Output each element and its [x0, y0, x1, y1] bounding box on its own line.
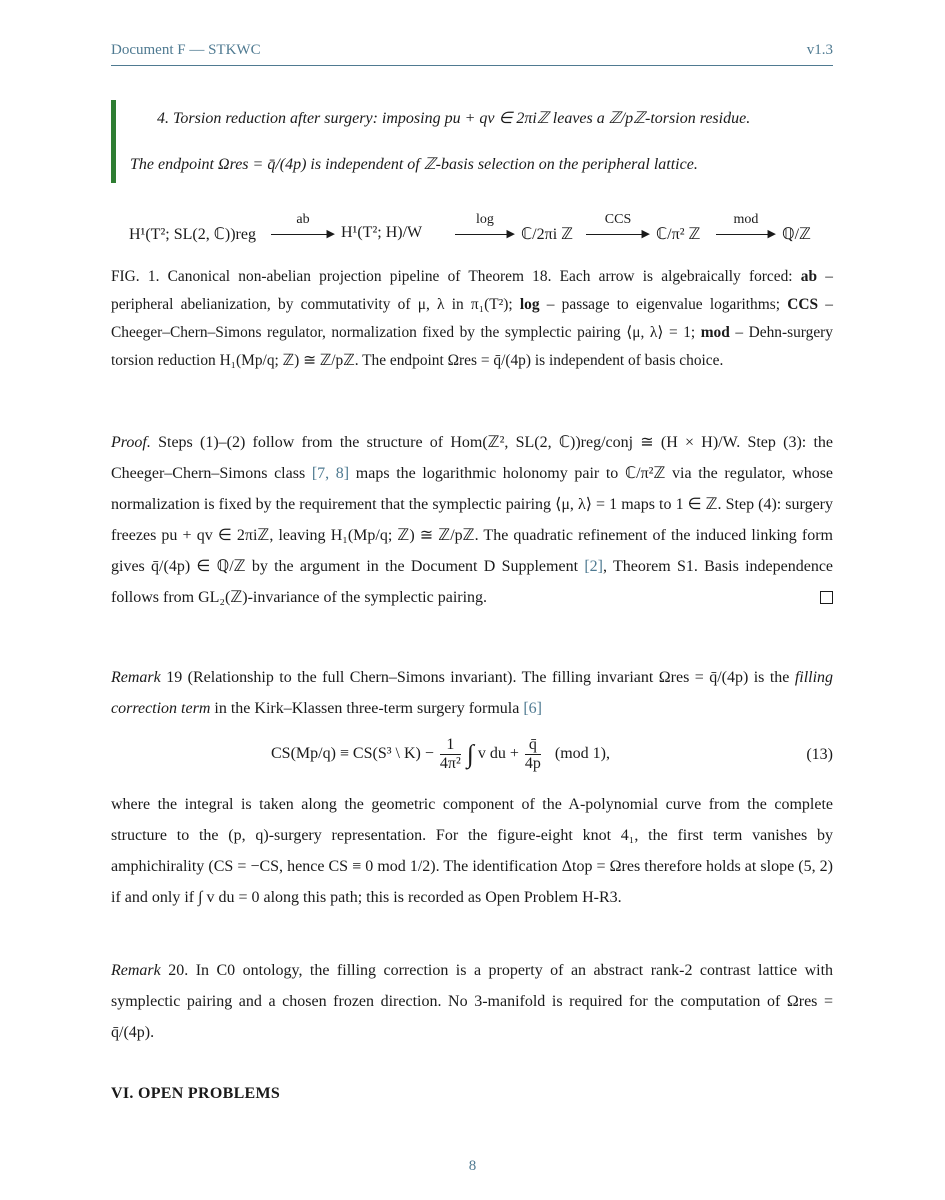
arrow-head-icon: ▶	[767, 228, 776, 240]
proof-text-2: maps the logarithmic holonomy pair to ℂ/π²ℤ via the regulator, whose normalization is fixed by the requirement that the symplectic pairing ⟨μ, λ⟩ = 1 maps to 1 ∈ ℤ. Step (4): surgery freezes pu + qv ∈ 2πiℤ, leaving H₁(Mp/q; ℤ) ≅ ℤ/pℤ. The quadratic refinement of the induced linking form gives q̄/(4p) ∈ ℚ/ℤ by the argument in the Document D Supplement	[111, 465, 834, 575]
pipeline-arrow-ab	[271, 212, 335, 252]
proof-paragraph	[111, 427, 833, 613]
fraction-2-numerator: q̄	[525, 736, 541, 755]
citation-6[interactable]: [6]	[523, 700, 542, 717]
pipeline-arrow-label: mod	[733, 212, 759, 227]
remark-number: 19	[166, 669, 183, 686]
equation-lhs: CS(Mp/q) ≡ CS(S³ \ K) −	[271, 745, 434, 763]
equation-number: (13)	[806, 746, 833, 763]
caption-term-ccs-desc: – Cheeger–Chern–Simons regulator, normalization fixed by the symplectic pairing ⟨μ, λ⟩ = 1;	[111, 296, 833, 341]
integral-sign: ∫	[466, 739, 474, 769]
citation-7-8[interactable]: [7, 8]	[311, 465, 350, 482]
arrow-head-icon: ▶	[506, 228, 515, 240]
header-rule	[111, 65, 833, 66]
callout-line-2: The endpoint Ωres = q̄/(4p) is independent of ℤ-basis selection on the peripheral lattice.	[130, 156, 698, 173]
qed-square-icon	[820, 591, 833, 604]
remark-20-text: In C0 ontology, the filling correction is a property of an abstract rank-2 contrast lattice with symplectic pairing and a chosen frozen direction. No 3-manifold is required for the computation of Ωres = q̄/(4p).	[111, 962, 834, 1041]
fraction-1	[440, 736, 461, 773]
proof-text-3: , Theorem S1. Basis independence follows from GL₂(ℤ)-invariance of the symplectic pairing.	[111, 558, 834, 606]
remark-19-emphasis: filling correction term	[111, 669, 834, 717]
remark-19-text-2: in the Kirk–Klassen three-term surgery formula	[214, 700, 520, 717]
pipeline-arrow-label: CCS	[604, 212, 632, 227]
fraction-1-denominator: 4π²	[439, 755, 461, 772]
caption-label: FIG. 1.	[111, 268, 160, 285]
projection-pipeline	[129, 212, 829, 252]
pipeline-arrow-mod	[716, 212, 776, 252]
equation-13	[111, 736, 833, 780]
caption-term-ab: ab	[800, 268, 818, 285]
pipeline-node-2: H¹(T²; H)/W	[341, 224, 423, 241]
pipeline-node-3: ℂ/2πi ℤ	[521, 226, 574, 243]
fraction-2-denominator: 4p	[524, 755, 541, 772]
remark-19-text-1: (Relationship to the full Chern–Simons invariant). The filling invariant Ωres = q̄/(4p) is the	[187, 669, 790, 686]
fraction-2	[525, 736, 541, 773]
remark-20	[111, 955, 833, 1048]
remark-label: Remark	[111, 669, 161, 686]
callout-line-1: 4. Torsion reduction after surgery: imposing pu + qv ∈ 2πiℤ leaves a ℤ/pℤ-torsion residue.	[157, 110, 751, 127]
section-title: VI. OPEN PROBLEMS	[111, 1085, 281, 1102]
running-header-title: Document F — STKWC	[111, 42, 261, 58]
equation-body	[271, 736, 610, 773]
figure-caption	[111, 263, 833, 375]
remark-number: 20.	[168, 962, 189, 979]
caption-term-mod: mod	[700, 324, 730, 341]
pipeline-arrow-log	[455, 212, 515, 252]
proof-text-1: Steps (1)–(2) follow from the structure of Hom(ℤ², SL(2, ℂ))reg/conj ≅ (H × H)/W. Step (3): the Cheeger–Chern–Simons class	[111, 434, 834, 482]
caption-text: Canonical non-abelian projection pipeline of Theorem 18. Each arrow is algebraically forced:	[167, 268, 793, 285]
pipeline-node-1: H¹(T²; SL(2, ℂ))reg	[129, 226, 256, 243]
pipeline-node-5: ℚ/ℤ	[782, 226, 811, 243]
callout-accent-bar	[111, 100, 116, 183]
running-header-version: v1.3	[806, 42, 833, 58]
pipeline-arrow-ccs	[586, 212, 650, 252]
page-number: 8	[468, 1158, 477, 1174]
pipeline-arrow-label: log	[476, 212, 494, 227]
fraction-1-numerator: 1	[440, 736, 461, 755]
equation-mid: v du +	[477, 745, 519, 763]
arrow-head-icon: ▶	[326, 228, 335, 240]
remark-label: Remark	[111, 962, 161, 979]
caption-term-mod-desc: – Dehn-surgery torsion reduction H₁(Mp/q; ℤ) ≅ ℤ/pℤ. The endpoint Ωres = q̄/(4p) is independent of basis choice.	[111, 324, 833, 369]
caption-term-log: log	[519, 296, 540, 313]
pipeline-node-4: ℂ/π² ℤ	[656, 226, 701, 243]
post-equation-paragraph: where the integral is taken along the geometric component of the A-polynomial curve from the complete structure to the (p, q)-surgery representation. For the figure-eight knot 4₁, the first term vanishes by amphichirality (CS = −CS, hence CS ≡ 0 mod 1/2). The identification Δtop = Ωres therefore holds at slope (5, 2) if and only if ∫ v du = 0 along this path; this is recorded as Open Problem H-R3.	[111, 796, 833, 906]
arrow-head-icon: ▶	[641, 228, 650, 240]
pipeline-arrow-label: ab	[296, 212, 310, 227]
proof-label: Proof.	[111, 434, 151, 451]
remark-19	[111, 662, 833, 724]
citation-2[interactable]: [2]	[584, 558, 603, 575]
caption-term-ccs: CCS	[787, 296, 819, 313]
caption-term-log-desc: – passage to eigenvalue logarithms;	[546, 296, 780, 313]
equation-tail: (mod 1),	[554, 745, 611, 763]
caption-term-ab-desc: – peripheral abelianization, by commutativity of μ, λ in π₁(T²);	[111, 268, 833, 313]
